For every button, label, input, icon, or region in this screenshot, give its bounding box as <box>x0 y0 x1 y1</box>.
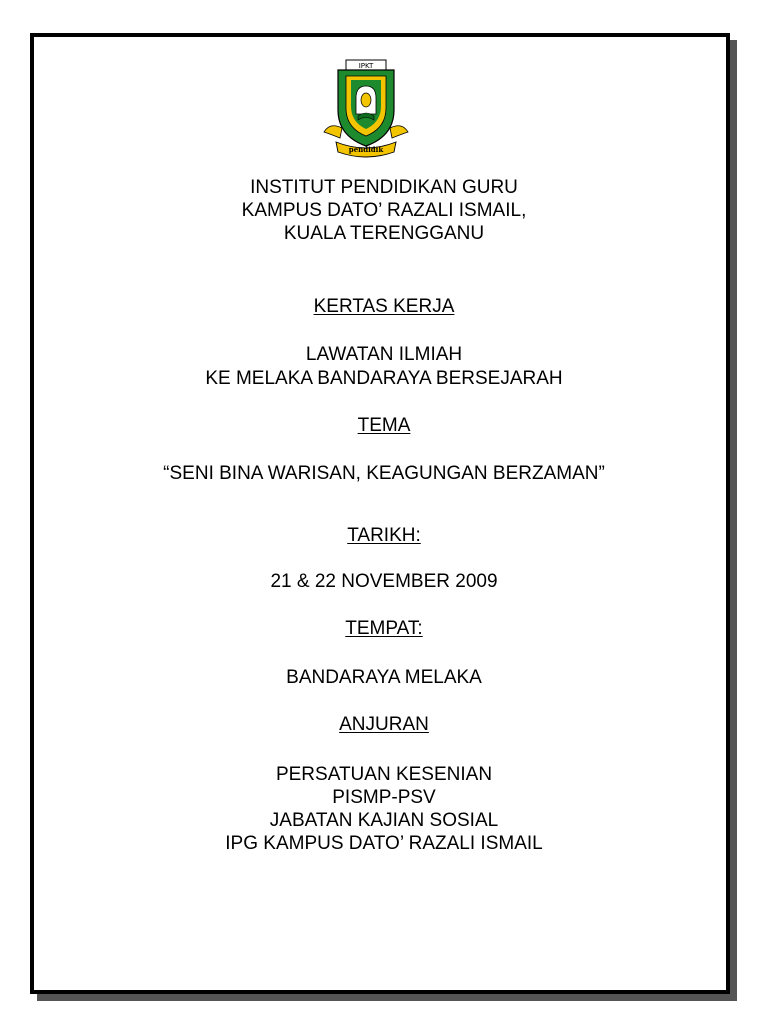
tarikh-heading <box>0 524 768 547</box>
institution-name-line1: INSTITUT PENDIDIKAN GURU <box>250 177 518 198</box>
tempat-heading <box>0 617 768 640</box>
title-line1: LAWATAN ILMIAH <box>305 344 463 365</box>
tarikh-heading-text: TARIKH: <box>347 525 421 546</box>
organizer-line3: JABATAN KAJIAN SOSIAL <box>269 810 499 831</box>
title-line2: KE MELAKA BANDARAYA BERSEJARAH <box>205 368 563 389</box>
document-type-heading <box>0 295 768 318</box>
tema-heading-text: TEMA <box>357 415 411 436</box>
tema-value: “SENI BINA WARISAN, KEAGUNGAN BERZAMAN” <box>163 463 605 484</box>
anjuran-heading <box>0 713 768 736</box>
institution-crest-logo <box>320 58 412 160</box>
tempat-value: BANDARAYA MELAKA <box>286 667 482 688</box>
document-type-text: KERTAS KERJA <box>313 296 455 317</box>
crest-banner-text: IPKT <box>358 62 374 70</box>
anjuran-heading-text: ANJURAN <box>339 714 429 735</box>
organizer-line2: PISMP-PSV <box>332 787 436 808</box>
tempat-heading-text: TEMPAT: <box>345 618 423 639</box>
institution-name-line2: KAMPUS DATO’ RAZALI ISMAIL, <box>241 200 527 221</box>
organizer-line4: IPG KAMPUS DATO’ RAZALI ISMAIL <box>225 833 543 854</box>
tarikh-value: 21 & 22 NOVEMBER 2009 <box>270 571 498 592</box>
institution-location: KUALA TERENGGANU <box>283 223 485 244</box>
crest-ribbon-text: pendidik <box>348 145 384 154</box>
organizer-line1: PERSATUAN KESENIAN <box>275 764 493 785</box>
tema-heading <box>0 414 768 437</box>
